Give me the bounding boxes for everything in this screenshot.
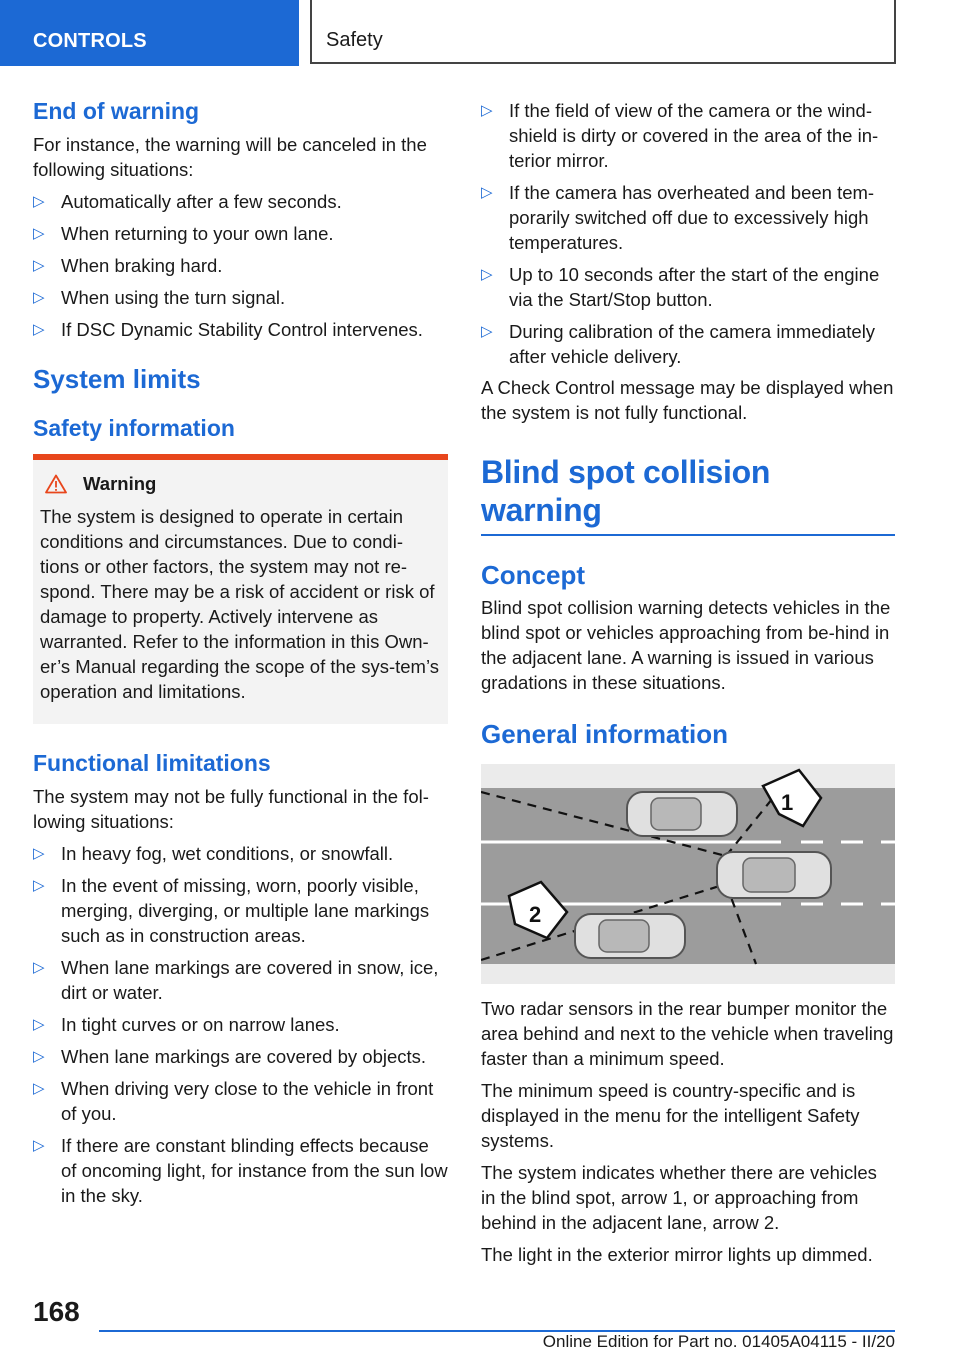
- list-item: ▷ If there are constant blinding effects because of oncoming light, for instance from the sun low in the sky.: [33, 1134, 448, 1206]
- safety-information-title: Safety information: [33, 414, 235, 441]
- right-column: [481, 98, 895, 1267]
- arrow-1-label: 1: [781, 790, 794, 816]
- triangle-right-icon: ▷: [33, 1015, 45, 1033]
- list-item: ▷ In tight curves or on narrow lanes.: [33, 1013, 340, 1035]
- list-item: ▷ If DSC Dynamic Stability Control intervenes.: [33, 318, 423, 340]
- list-item: ▷ When driving very close to the vehicle in front of you.: [33, 1077, 434, 1124]
- car-icon: [627, 792, 737, 836]
- header-section: CONTROLS: [0, 0, 299, 66]
- page-number: 168: [33, 1296, 80, 1327]
- functional-limitations-title: Functional limitations: [33, 750, 271, 777]
- system-limits-title: System limits: [33, 363, 201, 394]
- list-item: ▷ During calibration of the camera immediately after vehicle delivery.: [481, 321, 876, 367]
- list-item: ▷ If the camera has overheated and been tem-porarily switched off due to excessively high temperatures.: [481, 182, 875, 253]
- list-item: ▷ When braking hard.: [33, 254, 223, 276]
- end-of-warning-list: [33, 189, 448, 342]
- list-item: ▷ Up to 10 seconds after the start of the engine via the Start/Stop button.: [481, 264, 880, 310]
- functional-limitations-intro: The system may not be fully functional in the fol-lowing situations:: [33, 785, 429, 832]
- list-item: ▷ When lane markings are covered in snow, ice, dirt or water.: [33, 956, 439, 1003]
- car-icon: [717, 852, 831, 898]
- title-rule: [481, 534, 895, 536]
- general-paragraph: Two radar sensors in the rear bumper monitor the area behind and next to the vehicle when traveling faster than a minimum speed.: [481, 998, 894, 1070]
- blind-spot-title: Blind spot collision warning: [481, 454, 771, 529]
- concept-text: Blind spot collision warning detects vehicles in the blind spot or vehicles approaching from be-hind in the adjacent lane. A warning is issued in various gradations in these situations.: [481, 596, 891, 693]
- functional-limitations-list-continued: [481, 98, 895, 369]
- check-control-text: A Check Control message may be displayed when the system is not fully functional.: [481, 377, 894, 423]
- triangle-right-icon: ▷: [481, 266, 493, 283]
- triangle-right-icon: ▷: [481, 102, 493, 119]
- list-item: ▷ If the field of view of the camera or the wind-shield is dirty or covered in the area of the in-terior mirror.: [481, 100, 879, 171]
- list-item: ▷ When using the turn signal.: [33, 286, 286, 308]
- triangle-right-icon: ▷: [33, 288, 45, 306]
- warning-triangle-icon: [45, 474, 67, 494]
- list-item: ▷ When returning to your own lane.: [33, 222, 334, 244]
- list-item: ▷ In the event of missing, worn, poorly visible, merging, diverging, or multiple lane markings such as in construction areas.: [33, 874, 430, 946]
- triangle-right-icon: ▷: [481, 184, 493, 201]
- triangle-right-icon: ▷: [33, 958, 45, 976]
- functional-limitations-list: [33, 841, 448, 1208]
- warning-title: Warning: [83, 473, 157, 495]
- triangle-right-icon: ▷: [33, 1079, 45, 1097]
- header-subsection: Safety: [310, 0, 896, 64]
- end-of-warning-title: End of warning: [33, 98, 200, 124]
- warning-heading: [45, 472, 441, 496]
- concept-title: Concept: [481, 559, 585, 590]
- general-information-title: General information: [481, 718, 729, 749]
- triangle-right-icon: ▷: [33, 1136, 45, 1154]
- triangle-right-icon: ▷: [33, 1047, 45, 1065]
- general-paragraph: The system indicates whether there are vehicles in the blind spot, arrow 1, or approaching from behind in the adjacent lane, arrow 2.: [481, 1162, 877, 1234]
- blind-spot-figure: [481, 764, 895, 984]
- triangle-right-icon: ▷: [33, 224, 45, 242]
- footer-edition: Online Edition for Part no. 01405A04115 - II/20: [542, 1332, 895, 1351]
- warning-box: [33, 454, 448, 724]
- list-item: ▷ When lane markings are covered by objects.: [33, 1045, 427, 1067]
- triangle-right-icon: ▷: [33, 256, 45, 274]
- warning-text: The system is designed to operate in certain conditions and circumstances. Due to condi-tions or other factors, the system may not re-spond. There may be a risk of accident or risk of damage to property. Actively intervene as warranted. Refer to the information in this Own-er’s Manual regarding the scope of the sys-tem’s operation and limitations.: [40, 506, 439, 703]
- triangle-right-icon: ▷: [33, 192, 45, 210]
- general-paragraph: The light in the exterior mirror lights up dimmed.: [481, 1244, 873, 1266]
- arrow-2-label: 2: [529, 902, 542, 928]
- triangle-right-icon: ▷: [33, 876, 45, 894]
- list-item: ▷ In heavy fog, wet conditions, or snowfall.: [33, 842, 394, 864]
- left-column: [33, 98, 448, 1208]
- triangle-right-icon: ▷: [33, 844, 45, 862]
- general-paragraph: The minimum speed is country-specific and is displayed in the menu for the intelligent Safety systems.: [481, 1080, 860, 1152]
- blind-spot-illustration: [481, 764, 895, 984]
- car-icon: [575, 914, 685, 958]
- triangle-right-icon: ▷: [481, 323, 493, 340]
- list-item: ▷ Automatically after a few seconds.: [33, 190, 342, 212]
- triangle-right-icon: ▷: [33, 320, 45, 338]
- end-of-warning-intro: For instance, the warning will be canceled in the following situations:: [33, 133, 427, 180]
